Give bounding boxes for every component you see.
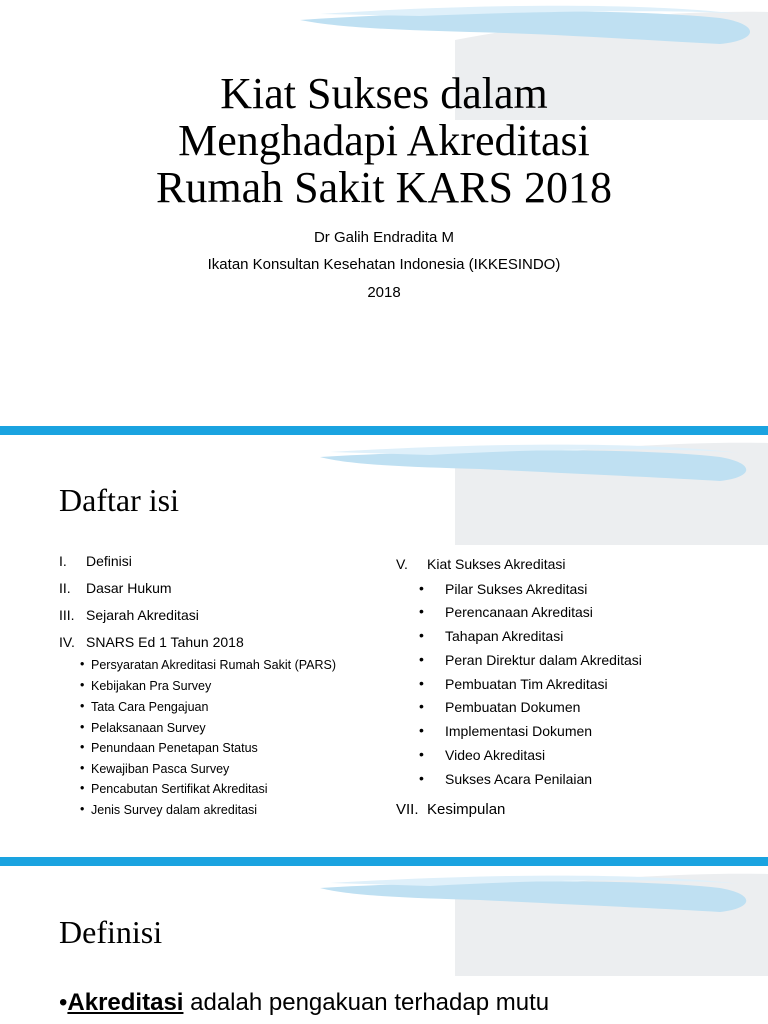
- toc-subitem-label: Kewajiban Pasca Survey: [91, 762, 230, 776]
- toc-subitem-label: Tahapan Akreditasi: [445, 628, 564, 644]
- toc-subitem-label: Peran Direktur dalam Akreditasi: [445, 652, 642, 668]
- bullet-icon: •: [80, 781, 85, 795]
- bullet-icon: •: [419, 698, 424, 714]
- toc-item-number: II.: [59, 580, 71, 596]
- bullet-icon: •: [59, 989, 68, 1016]
- bullet-icon: •: [80, 761, 85, 775]
- title-line-1: Kiat Sukses dalam: [220, 69, 548, 118]
- definition-text: adalah pengakuan terhadap mutu: [183, 989, 550, 1016]
- toc-item-number: I.: [59, 553, 67, 569]
- slide-title: [0, 0, 768, 426]
- title-line-2: Menghadapi Akreditasi: [178, 116, 590, 165]
- slide-table-of-contents: [0, 435, 768, 857]
- toc-subitem-label: Sukses Acara Penilaian: [445, 771, 593, 787]
- toc-subitem-label: Kebijakan Pra Survey: [91, 679, 212, 693]
- bullet-icon: •: [419, 675, 424, 691]
- bullet-icon: •: [80, 720, 85, 734]
- toc-subitem-label: Video Akreditasi: [445, 747, 546, 763]
- toc-item-label: Definisi: [86, 553, 132, 569]
- slide-separator: [0, 426, 768, 435]
- bullet-icon: •: [419, 580, 424, 596]
- slide-definition: [0, 866, 768, 1024]
- toc-subitem-label: Perencanaan Akreditasi: [445, 604, 593, 620]
- toc-subitem-label: Tata Cara Pengajuan: [91, 700, 209, 714]
- bullet-icon: •: [80, 802, 85, 816]
- toc-subitem-label: Pelaksanaan Survey: [91, 721, 206, 735]
- toc-subitem-label: Pembuatan Dokumen: [445, 699, 581, 715]
- bullet-icon: •: [80, 740, 85, 754]
- bullet-icon: •: [419, 627, 424, 643]
- toc-item-label: Kesimpulan: [427, 801, 506, 818]
- bullet-icon: •: [80, 699, 85, 713]
- slide-separator: [0, 857, 768, 866]
- bullet-icon: •: [419, 603, 424, 619]
- bullet-icon: •: [419, 722, 424, 738]
- toc-item-label: Kiat Sukses Akreditasi: [427, 556, 566, 572]
- toc-subitem-label: Jenis Survey dalam akreditasi: [91, 803, 258, 817]
- toc-item-label: Dasar Hukum: [86, 580, 172, 596]
- bullet-icon: •: [80, 657, 85, 671]
- toc-heading: Daftar isi: [59, 482, 179, 518]
- bullet-icon: •: [419, 746, 424, 762]
- author-name: Dr Galih Endradita M: [313, 229, 455, 246]
- bullet-icon: •: [80, 678, 85, 692]
- definition-term: Akreditasi: [67, 989, 184, 1016]
- toc-item-number: VII.: [396, 801, 419, 818]
- toc-subitem-label: Persyaratan Akreditasi Rumah Sakit (PARS): [91, 658, 337, 672]
- presentation-title: [0, 70, 768, 211]
- toc-subitem-label: Implementasi Dokumen: [445, 723, 593, 739]
- toc-item-number: V.: [396, 556, 408, 572]
- organization-name: Ikatan Konsultan Kesehatan Indonesia (IKKESINDO): [207, 256, 561, 273]
- bullet-icon: •: [419, 651, 424, 667]
- toc-subitem-label: Pencabutan Sertifikat Akreditasi: [91, 782, 268, 796]
- toc-subitem-label: Penundaan Penetapan Status: [91, 741, 258, 755]
- toc-subitem-label: Pilar Sukses Akreditasi: [445, 581, 588, 597]
- toc-item-label: SNARS Ed 1 Tahun 2018: [86, 634, 244, 650]
- toc-item-label: Sejarah Akreditasi: [86, 607, 199, 623]
- bullet-icon: •: [419, 770, 424, 786]
- toc-subitem-label: Pembuatan Tim Akreditasi: [445, 676, 608, 692]
- toc-item-number: III.: [59, 607, 75, 623]
- section-heading: Definisi: [59, 914, 163, 950]
- definition-bullet: [59, 989, 549, 1017]
- presentation-year: 2018: [367, 284, 401, 301]
- toc-item-number: IV.: [59, 634, 75, 650]
- title-line-3: Rumah Sakit KARS 2018: [156, 163, 612, 212]
